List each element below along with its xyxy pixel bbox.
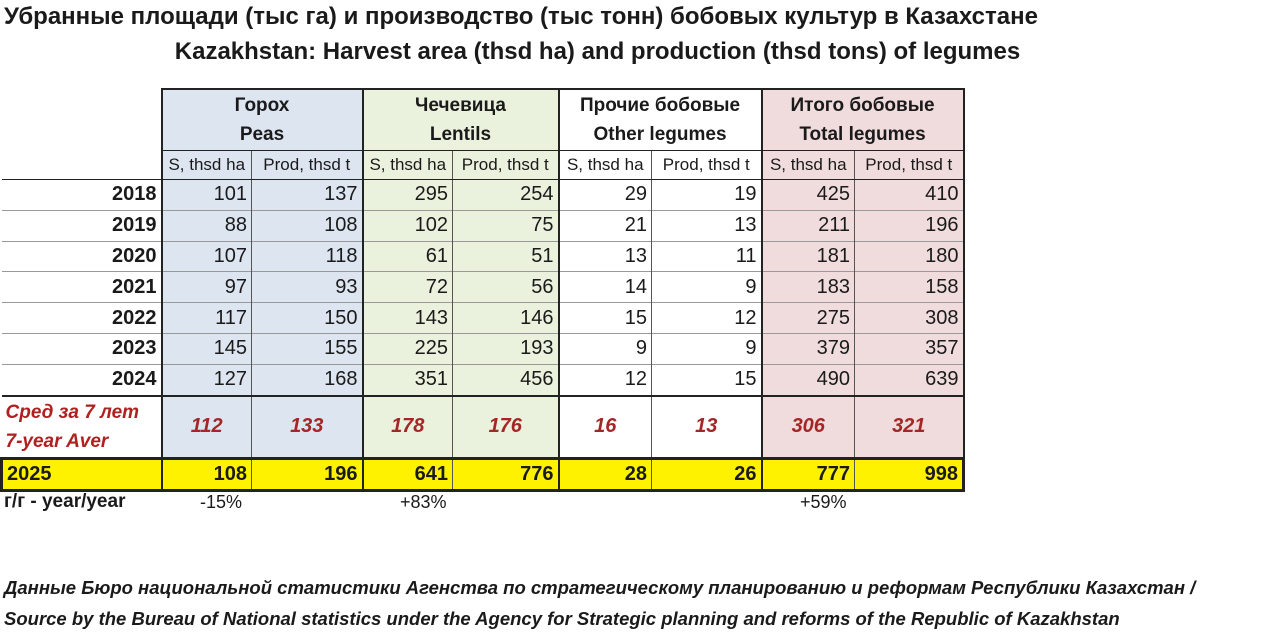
group-header-peas xyxy=(162,89,363,151)
year-label: 2021 xyxy=(2,272,162,303)
value-cell: 15 xyxy=(559,303,652,334)
year-label: 2024 xyxy=(2,364,162,395)
col-header-prod: Prod, thsd t xyxy=(855,151,964,180)
col-header-area: S, thsd ha xyxy=(363,151,453,180)
value-cell: 193 xyxy=(453,333,559,364)
col-header-prod: Prod, thsd t xyxy=(652,151,762,180)
value-cell: 225 xyxy=(363,333,453,364)
value-cell: 357 xyxy=(855,333,964,364)
table-row xyxy=(2,364,964,395)
avg-cell: 176 xyxy=(453,396,559,459)
value-cell: 183 xyxy=(762,272,855,303)
value-cell: 9 xyxy=(559,333,652,364)
year-label: 2022 xyxy=(2,303,162,334)
value-cell: 180 xyxy=(855,241,964,272)
value-cell: 102 xyxy=(363,210,453,241)
group-en: Peas xyxy=(239,124,285,145)
avg-cell: 133 xyxy=(252,396,363,459)
group-header-total xyxy=(762,89,964,151)
value-cell: 168 xyxy=(252,364,363,395)
col-header-area: S, thsd ha xyxy=(762,151,855,180)
group-ru: Горох xyxy=(234,95,290,116)
yoy-total: +59% xyxy=(800,492,847,512)
value-cell: 379 xyxy=(762,333,855,364)
value-cell: 61 xyxy=(363,241,453,272)
value-cell: 118 xyxy=(252,241,363,272)
avg-cell: 16 xyxy=(559,396,652,459)
value-cell: 196 xyxy=(855,210,964,241)
col-header-area: S, thsd ha xyxy=(162,151,252,180)
value-cell: 295 xyxy=(363,180,453,211)
value-cell: 11 xyxy=(652,241,762,272)
value-cell: 107 xyxy=(162,241,252,272)
group-header-row xyxy=(2,89,964,151)
title-russian: Убранные площади (тыс га) и производство (тыс тонн) бобовых культур в Казахстане xyxy=(4,3,1038,30)
value-cell: 101 xyxy=(162,180,252,211)
value-cell: 181 xyxy=(762,241,855,272)
value-cell: 14 xyxy=(559,272,652,303)
current-cell: 26 xyxy=(652,458,762,490)
value-cell: 13 xyxy=(559,241,652,272)
group-ru: Прочие бобовые xyxy=(579,95,741,116)
year-label: 2018 xyxy=(2,180,162,211)
value-cell: 72 xyxy=(363,272,453,303)
value-cell: 425 xyxy=(762,180,855,211)
yoy-label: г/г - year/year xyxy=(4,491,126,512)
average-label xyxy=(2,396,162,459)
yoy-lentils: +83% xyxy=(400,492,447,512)
average-row xyxy=(2,396,964,459)
value-cell: 21 xyxy=(559,210,652,241)
value-cell: 155 xyxy=(252,333,363,364)
value-cell: 211 xyxy=(762,210,855,241)
group-ru: Итого бобовые xyxy=(790,95,935,116)
value-cell: 29 xyxy=(559,180,652,211)
value-cell: 254 xyxy=(453,180,559,211)
year-label: 2023 xyxy=(2,333,162,364)
current-cell: 776 xyxy=(453,458,559,490)
current-year-row xyxy=(2,458,964,490)
value-cell: 97 xyxy=(162,272,252,303)
avg-cell: 321 xyxy=(855,396,964,459)
source-note-ru: Данные Бюро национальной статистики Агенства по стратегическому планированию и реформам Республики Казахстан / xyxy=(4,577,1196,598)
avg-cell: 306 xyxy=(762,396,855,459)
current-cell: 998 xyxy=(855,458,964,490)
current-cell: 641 xyxy=(363,458,453,490)
value-cell: 15 xyxy=(652,364,762,395)
current-cell: 196 xyxy=(252,458,363,490)
value-cell: 93 xyxy=(252,272,363,303)
value-cell: 143 xyxy=(363,303,453,334)
avg-cell: 112 xyxy=(162,396,252,459)
legumes-table xyxy=(0,88,965,492)
group-en: Total legumes xyxy=(799,124,926,145)
title-english: Kazakhstan: Harvest area (thsd ha) and production (thsd tons) of legumes xyxy=(174,38,1021,65)
value-cell: 9 xyxy=(652,272,762,303)
value-cell: 456 xyxy=(453,364,559,395)
value-cell: 108 xyxy=(252,210,363,241)
yoy-peas: -15% xyxy=(200,492,243,512)
value-cell: 19 xyxy=(652,180,762,211)
col-header-prod: Prod, thsd t xyxy=(453,151,559,180)
group-header-other xyxy=(559,89,762,151)
group-ru: Чечевица xyxy=(415,95,506,116)
col-header-area: S, thsd ha xyxy=(559,151,652,180)
group-en: Lentils xyxy=(429,124,492,145)
value-cell: 146 xyxy=(453,303,559,334)
value-cell: 158 xyxy=(855,272,964,303)
value-cell: 9 xyxy=(652,333,762,364)
value-cell: 51 xyxy=(453,241,559,272)
value-cell: 308 xyxy=(855,303,964,334)
group-en: Other legumes xyxy=(593,124,727,145)
value-cell: 12 xyxy=(559,364,652,395)
value-cell: 639 xyxy=(855,364,964,395)
value-cell: 75 xyxy=(453,210,559,241)
avg-cell: 13 xyxy=(652,396,762,459)
value-cell: 410 xyxy=(855,180,964,211)
table-row xyxy=(2,272,964,303)
table-row xyxy=(2,333,964,364)
corner-cell xyxy=(2,89,162,151)
value-cell: 490 xyxy=(762,364,855,395)
value-cell: 56 xyxy=(453,272,559,303)
avg-cell: 178 xyxy=(363,396,453,459)
average-label-ru: Сред за 7 лет xyxy=(5,401,140,423)
value-cell: 13 xyxy=(652,210,762,241)
value-cell: 137 xyxy=(252,180,363,211)
current-cell: 108 xyxy=(162,458,252,490)
year-label: 2020 xyxy=(2,241,162,272)
value-cell: 351 xyxy=(363,364,453,395)
current-cell: 777 xyxy=(762,458,855,490)
table-row xyxy=(2,210,964,241)
col-header-prod: Prod, thsd t xyxy=(252,151,363,180)
value-cell: 150 xyxy=(252,303,363,334)
current-year-label: 2025 xyxy=(2,458,162,490)
value-cell: 275 xyxy=(762,303,855,334)
corner-cell xyxy=(2,151,162,180)
group-header-lentils xyxy=(363,89,559,151)
value-cell: 145 xyxy=(162,333,252,364)
year-label: 2019 xyxy=(2,210,162,241)
table-row xyxy=(2,241,964,272)
average-label-en: 7-year Aver xyxy=(5,430,109,452)
value-cell: 127 xyxy=(162,364,252,395)
source-note-en: Source by the Bureau of National statistics under the Agency for Strategic planning and reforms of the Republic of Kazakhstan xyxy=(4,608,1120,629)
table-row xyxy=(2,180,964,211)
sub-header-row xyxy=(2,151,964,180)
value-cell: 117 xyxy=(162,303,252,334)
value-cell: 88 xyxy=(162,210,252,241)
value-cell: 12 xyxy=(652,303,762,334)
current-cell: 28 xyxy=(559,458,652,490)
table-row xyxy=(2,303,964,334)
